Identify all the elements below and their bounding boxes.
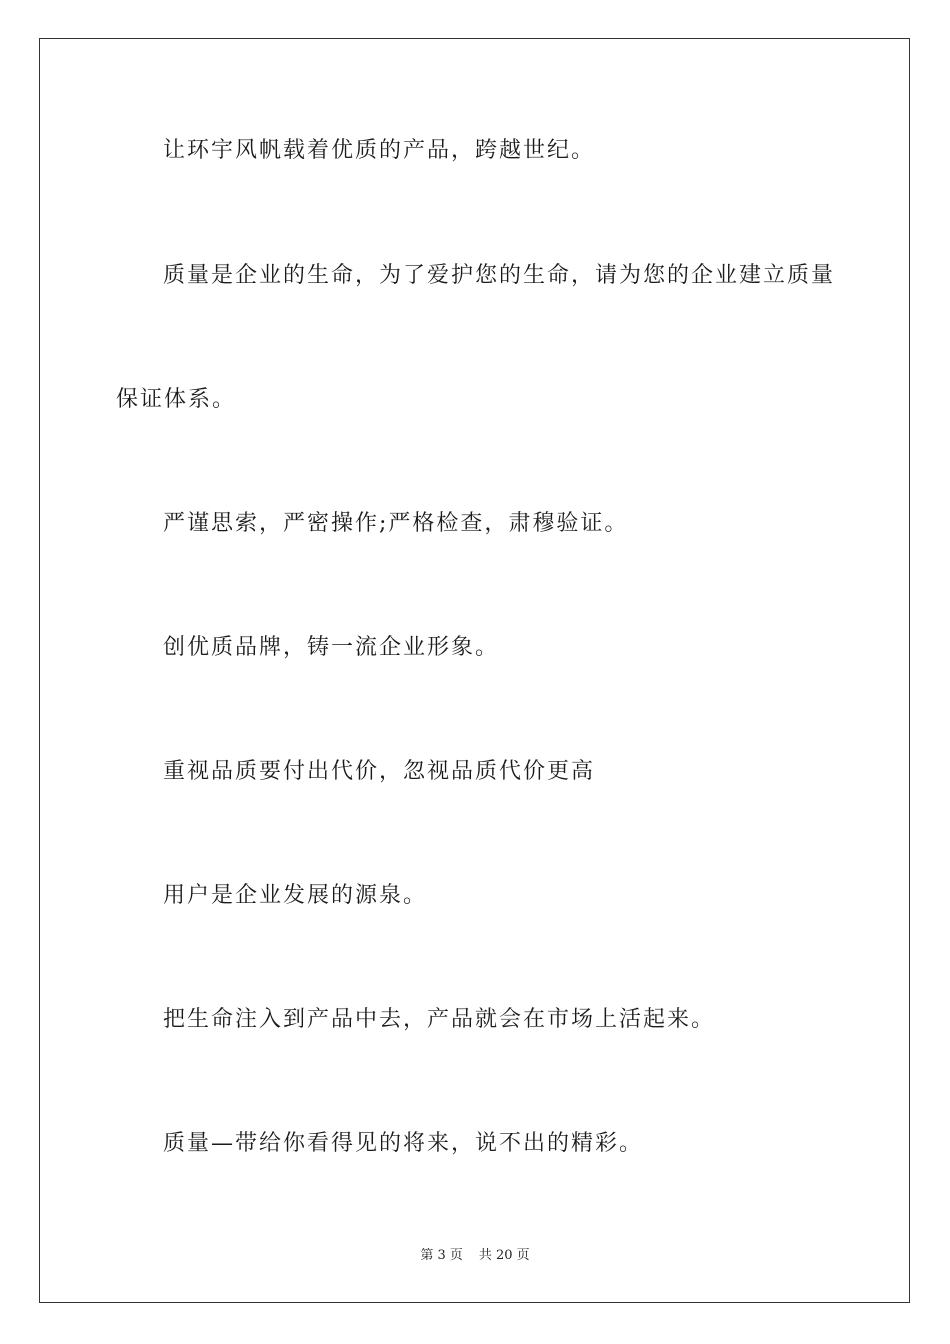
- page-border: [39, 38, 910, 1303]
- paragraph-4: 创优质品牌，铸一流企业形象。: [163, 635, 500, 660]
- paragraph-8: 质量—带给你看得见的将来，说不出的精彩。: [163, 1131, 644, 1156]
- paragraph-2-continuation: 保证体系。: [116, 387, 237, 412]
- page-total: 共 20 页: [478, 1248, 530, 1263]
- paragraph-1: 让环宇风帆载着优质的产品，跨越世纪。: [163, 138, 596, 163]
- paragraph-6: 用户是企业发展的源泉。: [163, 883, 428, 908]
- page-footer: [0, 1247, 950, 1265]
- paragraph-2: 质量是企业的生命，为了爱护您的生命，请为您的企业建立质量: [163, 263, 836, 288]
- page-number: 第 3 页: [420, 1248, 463, 1263]
- paragraph-7: 把生命注入到产品中去，产品就会在市场上活起来。: [163, 1007, 716, 1032]
- paragraph-5: 重视品质要付出代价，忽视品质代价更高: [163, 759, 596, 784]
- paragraph-3: 严谨思索，严密操作;严格检查，肃穆验证。: [163, 511, 629, 536]
